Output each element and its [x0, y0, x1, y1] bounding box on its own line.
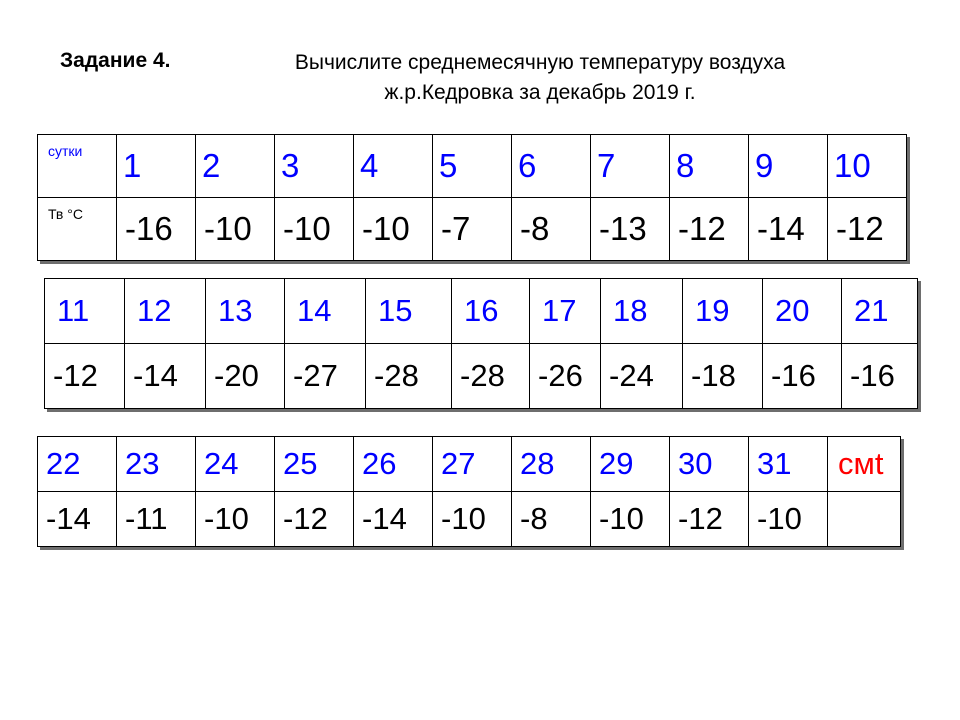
day-cell: 3: [275, 135, 354, 198]
temperature-cell: -10: [275, 198, 354, 261]
temperature-cell: -10: [196, 492, 275, 547]
temperature-cell: -10: [433, 492, 512, 547]
task-description: [230, 48, 850, 108]
day-cell: 8: [670, 135, 749, 198]
temperature-cell: -14: [38, 492, 117, 547]
temperature-cell: -8: [512, 492, 591, 547]
temperature-cell: -14: [125, 344, 206, 409]
temperature-cell: -16: [763, 344, 842, 409]
temperature-cell: -12: [670, 198, 749, 261]
day-cell: 19: [683, 279, 763, 344]
day-cell: 14: [285, 279, 366, 344]
day-cell: 4: [354, 135, 433, 198]
temperature-cell: -16: [117, 198, 196, 261]
day-cell: 26: [354, 437, 433, 492]
temperature-cell: -28: [366, 344, 452, 409]
temperature-cell: -14: [354, 492, 433, 547]
day-cell: 28: [512, 437, 591, 492]
temperature-cell: -20: [206, 344, 285, 409]
day-row: [45, 279, 918, 344]
day-cell: 17: [530, 279, 601, 344]
temperature-table-days-11-21: [44, 278, 918, 409]
day-cell: 10: [828, 135, 907, 198]
temperature-cell: -16: [842, 344, 918, 409]
task-line-1: Вычислите среднемесячную температуру воздуха: [294, 51, 786, 74]
day-cell: 25: [275, 437, 354, 492]
day-cell: 2: [196, 135, 275, 198]
temperature-row: [38, 492, 901, 547]
temperature-cell: -10: [749, 492, 828, 547]
day-cell: 16: [452, 279, 530, 344]
temperature-cell: -8: [512, 198, 591, 261]
day-cell: 12: [125, 279, 206, 344]
day-row-label: сутки: [38, 135, 117, 198]
sum-value-cell: [828, 492, 901, 547]
day-cell: 22: [38, 437, 117, 492]
day-row: [38, 437, 901, 492]
task-line-2: ж.р.Кедровка за декабрь 2019 г.: [384, 81, 696, 104]
day-cell: 31: [749, 437, 828, 492]
temperature-cell: -10: [591, 492, 670, 547]
temperature-cell: -24: [601, 344, 683, 409]
day-cell: 7: [591, 135, 670, 198]
temperature-row: [38, 198, 907, 261]
temperature-cell: -28: [452, 344, 530, 409]
temperature-cell: -10: [196, 198, 275, 261]
day-cell: 5: [433, 135, 512, 198]
temperature-table-days-22-31: [37, 436, 901, 547]
day-cell: 30: [670, 437, 749, 492]
day-cell: 24: [196, 437, 275, 492]
temperature-cell: -7: [433, 198, 512, 261]
temperature-cell: -13: [591, 198, 670, 261]
temperature-row-label: Тв °С: [38, 198, 117, 261]
day-cell: 18: [601, 279, 683, 344]
day-cell: 13: [206, 279, 285, 344]
temperature-cell: -12: [45, 344, 125, 409]
temperature-cell: -27: [285, 344, 366, 409]
sum-label-cell: cмt: [828, 437, 901, 492]
day-cell: 11: [45, 279, 125, 344]
temperature-cell: -26: [530, 344, 601, 409]
day-cell: 21: [842, 279, 918, 344]
day-cell: 29: [591, 437, 670, 492]
day-row: [38, 135, 907, 198]
temperature-cell: -18: [683, 344, 763, 409]
day-cell: 9: [749, 135, 828, 198]
temperature-cell: -12: [670, 492, 749, 547]
day-cell: 27: [433, 437, 512, 492]
day-cell: 20: [763, 279, 842, 344]
day-cell: 1: [117, 135, 196, 198]
temperature-table-days-1-10: [37, 134, 907, 261]
temperature-cell: -12: [275, 492, 354, 547]
temperature-cell: -10: [354, 198, 433, 261]
day-cell: 6: [512, 135, 591, 198]
day-cell: 23: [117, 437, 196, 492]
temperature-cell: -14: [749, 198, 828, 261]
day-cell: 15: [366, 279, 452, 344]
temperature-cell: -12: [828, 198, 907, 261]
temperature-row: [45, 344, 918, 409]
temperature-cell: -11: [117, 492, 196, 547]
task-number: Задание 4.: [60, 49, 171, 72]
